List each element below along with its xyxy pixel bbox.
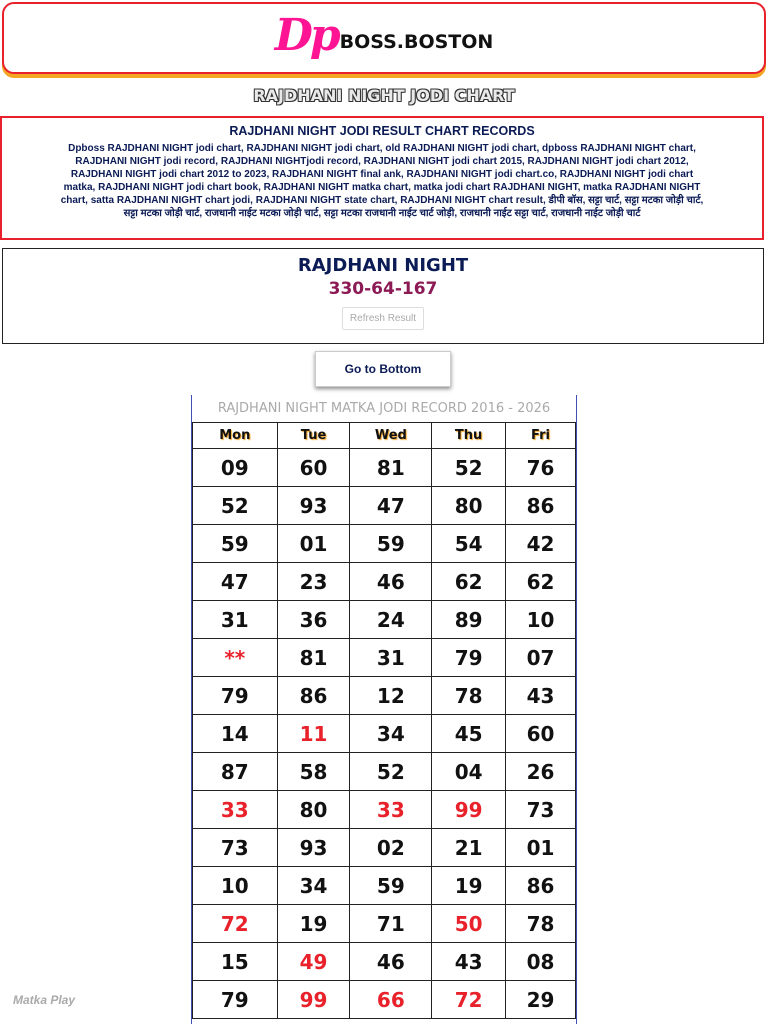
table-row xyxy=(193,639,576,677)
result-number: 330-64-167 xyxy=(328,279,438,299)
jodi-cell: 12 xyxy=(350,677,432,715)
jodi-cell: 34 xyxy=(277,867,350,905)
jodi-cell: 34 xyxy=(350,715,432,753)
jodi-cell: 50 xyxy=(432,905,506,943)
table-row xyxy=(193,715,576,753)
site-logo-mark[interactable]: Dp xyxy=(274,10,338,61)
jodi-cell: 62 xyxy=(432,563,506,601)
column-header-fri: Fri xyxy=(506,423,576,449)
jodi-cell: 33 xyxy=(193,791,278,829)
jodi-cell: 33 xyxy=(350,791,432,829)
jodi-cell: 80 xyxy=(277,791,350,829)
page-title: RAJDHANI NIGHT JODI CHART xyxy=(253,86,515,105)
jodi-cell: 02 xyxy=(350,829,432,867)
table-row xyxy=(193,449,576,487)
jodi-cell: 10 xyxy=(193,867,278,905)
jodi-cell: 86 xyxy=(506,867,576,905)
site-header xyxy=(2,2,766,74)
jodi-cell: 76 xyxy=(506,449,576,487)
live-result-box xyxy=(2,248,764,344)
jodi-cell: 58 xyxy=(277,753,350,791)
jodi-cell: 10 xyxy=(506,601,576,639)
table-row xyxy=(193,525,576,563)
records-description: Dpboss RAJDHANI NIGHT jodi chart, RAJDHANI NIGHT jodi chart, old RAJDHANI NIGHT jodi chart, dpboss RAJDHANI NIGHT chart, RAJDHANI NIGHT jodi record, RAJDHANI NIGHTjodi record, RAJDHANI NIGHT jodi chart 2015, RAJDHANI NIGHT jodi chart 2012, RAJDHANI NIGHT jodi chart 2012 to 2023, RAJDHANI NIGHT final ank, RAJDHANI NIGHT jodi chart.co, RAJDHANI NIGHT jodi chart matka, RAJDHANI NIGHT jodi chart book, RAJDHANI NIGHT matka chart, matka jodi chart RAJDHANI NIGHT, matka RAJDHANI NIGHT chart, satta RAJDHANI NIGHT chart jodi, RAJDHANI NIGHT state chart, RAJDHANI NIGHT chart result, डीपी बॉस, सट्टा चार्ट, सट्टा मटका जोड़ी चार्ट, सट्टा मटका जोड़ी चार्ट, राजधानी नाईट मटका जोड़ी चार्ट, सट्टा मटका राजधानी नाईट चार्ट जोड़ी, राजधानी नाईट सट्टा चार्ट, राजधानी नाईट जोड़ी चार्ट xyxy=(60,143,704,219)
jodi-table-body xyxy=(193,449,576,1019)
jodi-cell: 14 xyxy=(193,715,278,753)
matka-play-label: Matka Play xyxy=(13,993,76,1007)
jodi-cell: 89 xyxy=(432,601,506,639)
site-logo-text[interactable]: BOSS.BOSTON xyxy=(339,31,494,53)
jodi-cell: 60 xyxy=(506,715,576,753)
table-row xyxy=(193,943,576,981)
jodi-cell: 59 xyxy=(350,525,432,563)
jodi-cell: 81 xyxy=(350,449,432,487)
jodi-cell: 86 xyxy=(506,487,576,525)
jodi-cell: 46 xyxy=(350,563,432,601)
table-row xyxy=(193,791,576,829)
table-row xyxy=(193,905,576,943)
jodi-cell: 15 xyxy=(193,943,278,981)
jodi-cell: 79 xyxy=(193,677,278,715)
jodi-cell: 21 xyxy=(432,829,506,867)
column-header-wed: Wed xyxy=(350,423,432,449)
jodi-cell: 11 xyxy=(277,715,350,753)
jodi-cell: 31 xyxy=(193,601,278,639)
jodi-cell: 73 xyxy=(193,829,278,867)
jodi-cell: 62 xyxy=(506,563,576,601)
jodi-cell: 01 xyxy=(277,525,350,563)
jodi-cell: 29 xyxy=(506,981,576,1019)
table-row xyxy=(193,563,576,601)
jodi-cell: 36 xyxy=(277,601,350,639)
jodi-cell: 31 xyxy=(350,639,432,677)
jodi-cell: 47 xyxy=(193,563,278,601)
result-market-name: RAJDHANI NIGHT xyxy=(297,255,469,276)
jodi-cell: 52 xyxy=(432,449,506,487)
jodi-cell: 87 xyxy=(193,753,278,791)
table-row xyxy=(193,867,576,905)
jodi-cell: 80 xyxy=(432,487,506,525)
jodi-cell: 72 xyxy=(432,981,506,1019)
jodi-cell: 52 xyxy=(193,487,278,525)
jodi-cell: 19 xyxy=(277,905,350,943)
column-header-mon: Mon xyxy=(193,423,278,449)
records-info-box xyxy=(0,116,764,240)
chart-title: RAJDHANI NIGHT MATKA JODI RECORD 2016 - 2026 xyxy=(217,401,551,416)
jodi-cell: 54 xyxy=(432,525,506,563)
jodi-chart xyxy=(191,395,577,1024)
jodi-cell: 09 xyxy=(193,449,278,487)
jodi-cell: 93 xyxy=(277,829,350,867)
jodi-cell: 24 xyxy=(350,601,432,639)
jodi-cell: 60 xyxy=(277,449,350,487)
jodi-cell: 86 xyxy=(277,677,350,715)
jodi-cell: 42 xyxy=(506,525,576,563)
table-row xyxy=(193,487,576,525)
jodi-cell: 45 xyxy=(432,715,506,753)
jodi-cell: 08 xyxy=(506,943,576,981)
jodi-cell: 47 xyxy=(350,487,432,525)
jodi-cell: 99 xyxy=(277,981,350,1019)
jodi-cell: 99 xyxy=(432,791,506,829)
jodi-cell: 59 xyxy=(350,867,432,905)
table-header-row xyxy=(193,423,576,449)
jodi-cell: 78 xyxy=(432,677,506,715)
jodi-table xyxy=(192,422,576,1019)
table-row xyxy=(193,753,576,791)
table-row xyxy=(193,601,576,639)
column-header-tue: Tue xyxy=(277,423,350,449)
jodi-cell: 49 xyxy=(277,943,350,981)
jodi-cell: 46 xyxy=(350,943,432,981)
jodi-cell: 71 xyxy=(350,905,432,943)
jodi-cell: 59 xyxy=(193,525,278,563)
jodi-cell: 23 xyxy=(277,563,350,601)
jodi-cell: 73 xyxy=(506,791,576,829)
jodi-cell: 26 xyxy=(506,753,576,791)
table-row xyxy=(193,981,576,1019)
jodi-cell: 01 xyxy=(506,829,576,867)
refresh-result-button[interactable]: Refresh Result xyxy=(342,307,424,330)
table-row xyxy=(193,677,576,715)
jodi-cell: 72 xyxy=(193,905,278,943)
table-row xyxy=(193,829,576,867)
jodi-cell: 78 xyxy=(506,905,576,943)
jodi-cell: ** xyxy=(193,639,278,677)
jodi-cell: 19 xyxy=(432,867,506,905)
jodi-cell: 66 xyxy=(350,981,432,1019)
jodi-cell: 52 xyxy=(350,753,432,791)
jodi-cell: 04 xyxy=(432,753,506,791)
jodi-cell: 43 xyxy=(506,677,576,715)
jodi-cell: 79 xyxy=(193,981,278,1019)
jodi-cell: 93 xyxy=(277,487,350,525)
records-heading: RAJDHANI NIGHT JODI RESULT CHART RECORDS xyxy=(229,124,535,138)
jodi-cell: 07 xyxy=(506,639,576,677)
column-header-thu: Thu xyxy=(432,423,506,449)
jodi-cell: 79 xyxy=(432,639,506,677)
go-to-bottom-button[interactable]: Go to Bottom xyxy=(315,351,451,387)
jodi-cell: 81 xyxy=(277,639,350,677)
jodi-cell: 43 xyxy=(432,943,506,981)
